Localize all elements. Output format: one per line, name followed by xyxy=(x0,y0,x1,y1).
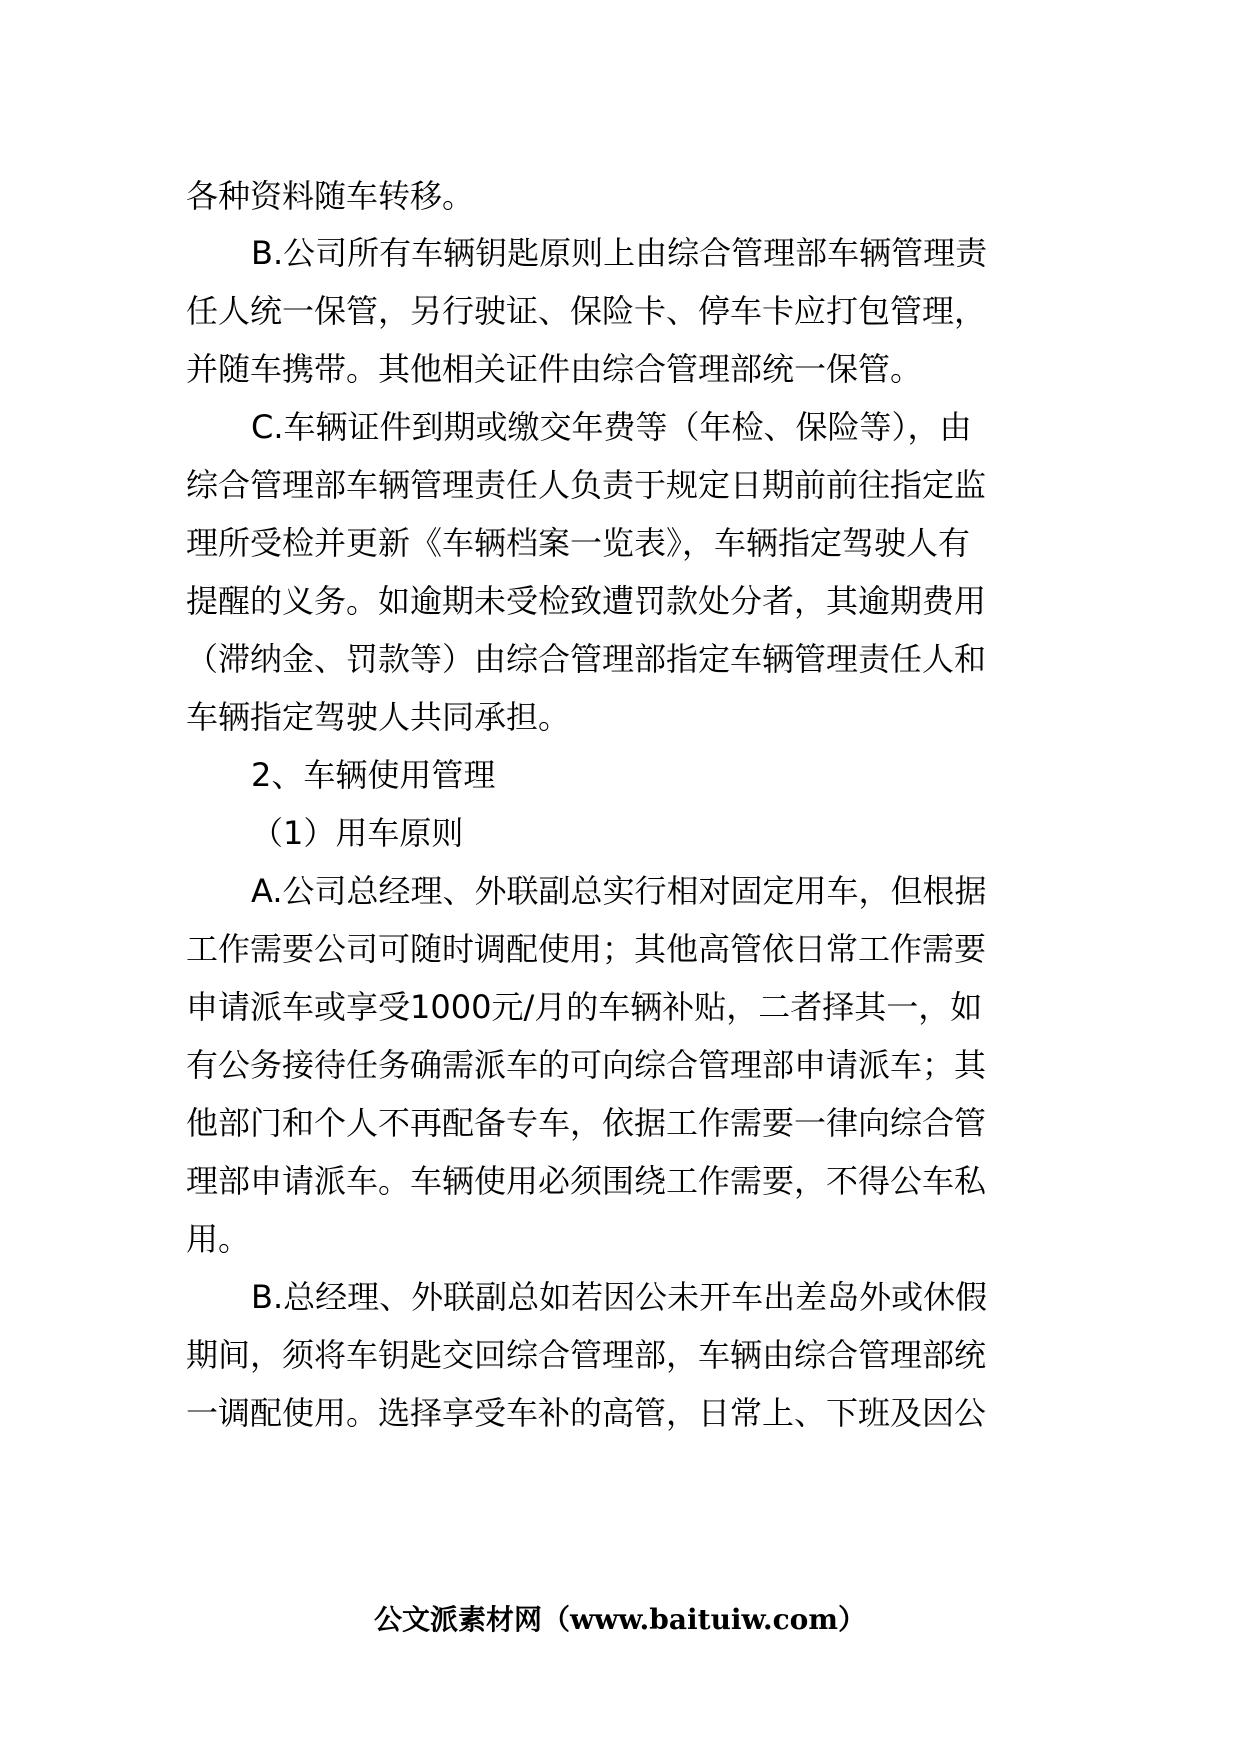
text-line: A.公司总经理、外联副总实行相对固定用车，但根据 xyxy=(251,872,987,910)
text-line: 理所受检并更新《车辆档案一览表》，车辆指定驾驶人有 xyxy=(186,524,971,562)
text-line: 理部申请派车。车辆使用必须围绕工作需要，不得公车私 xyxy=(186,1162,987,1200)
text-line: 综合管理部车辆管理责任人负责于规定日期前前往指定监 xyxy=(186,466,987,504)
text-line: 并随车携带。其他相关证件由综合管理部统一保管。 xyxy=(186,350,923,388)
text-line: 各种资料随车转移。 xyxy=(186,177,475,215)
text-line: （滞纳金、罚款等）由综合管理部指定车辆管理责任人和 xyxy=(186,640,987,678)
text-line: 工作需要公司可随时调配使用；其他高管依日常工作需要 xyxy=(186,930,987,968)
page-footer: 公文派素材网（www.baituiw.com） xyxy=(374,1603,866,1636)
text-line: 车辆指定驾驶人共同承担。 xyxy=(186,698,571,736)
text-line: 他部门和个人不再配备专车，依据工作需要一律向综合管 xyxy=(186,1104,987,1142)
subsection-heading: （1）用车原则 xyxy=(251,814,464,852)
text-line: 任人统一保管，另行驶证、保险卡、停车卡应打包管理， xyxy=(186,292,987,330)
text-line: 申请派车或享受1000元/月的车辆补贴，二者择其一，如 xyxy=(186,988,983,1026)
text-line: 一调配使用。选择享受车补的高管，日常上、下班及因公 xyxy=(186,1394,987,1432)
text-line: B.总经理、外联副总如若因公未开车出差岛外或休假 xyxy=(251,1278,988,1316)
section-heading: 2、车辆使用管理 xyxy=(251,756,496,794)
text-line: 有公务接待任务确需派车的可向综合管理部申请派车；其 xyxy=(186,1046,987,1084)
text-line: C.车辆证件到期或缴交年费等（年检、保险等），由 xyxy=(251,408,972,446)
text-line: 提醒的义务。如逾期未受检致遭罚款处分者，其逾期费用 xyxy=(186,582,987,620)
text-line: 期间，须将车钥匙交回综合管理部，车辆由综合管理部统 xyxy=(186,1336,987,1374)
text-line: B.公司所有车辆钥匙原则上由综合管理部车辆管理责 xyxy=(251,234,988,272)
text-line: 用。 xyxy=(186,1220,251,1258)
